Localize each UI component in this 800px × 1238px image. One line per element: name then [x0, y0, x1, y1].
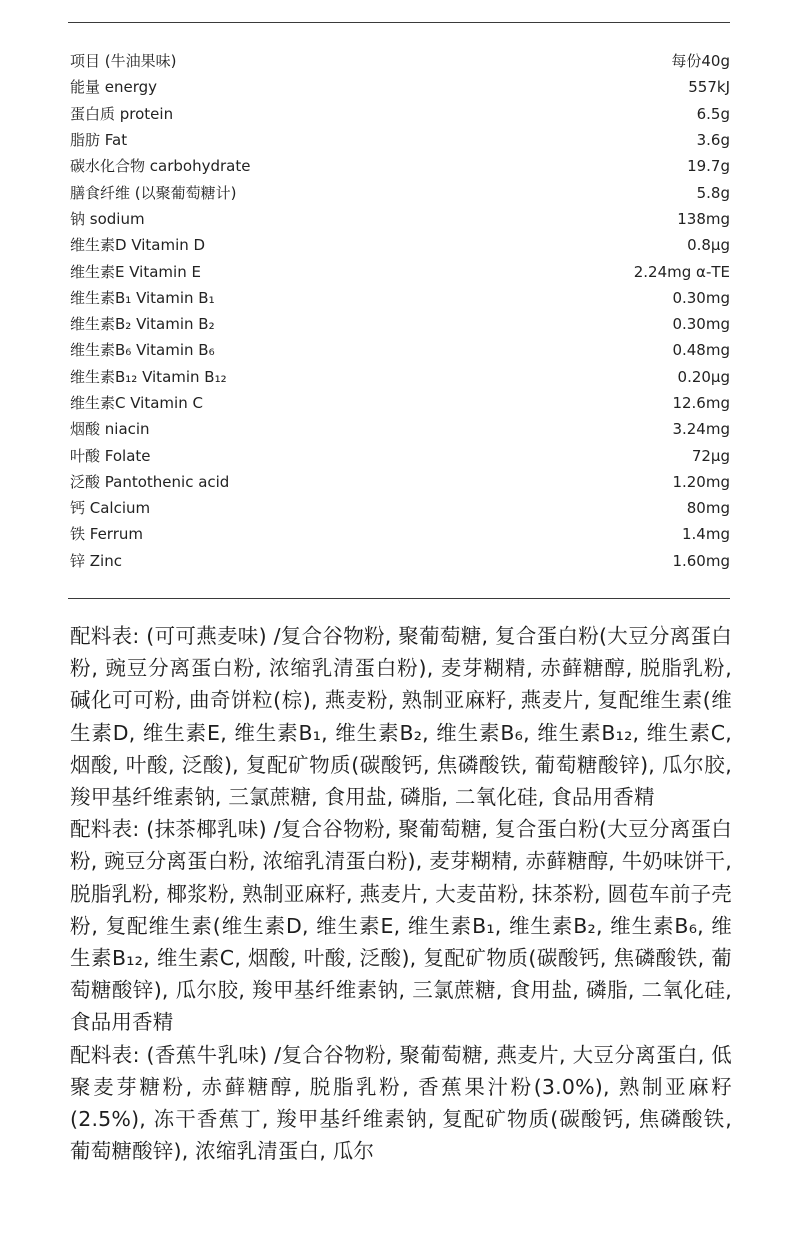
nutrient-label: 维生素C Vitamin C — [70, 394, 203, 412]
nutrient-label: 泛酸 Pantothenic acid — [70, 472, 230, 491]
nutrient-value: 0.30mg — [672, 315, 730, 334]
nutrient-label: 烟酸 niacin — [70, 420, 150, 439]
nutrient-label: 钠 sodium — [70, 209, 145, 228]
top-divider — [68, 22, 730, 23]
nutrient-label: 碳水化合物 carbohydrate — [70, 157, 251, 176]
nutrient-value: 0.48mg — [672, 341, 730, 360]
nutrient-value: 6.5g — [696, 104, 730, 123]
nutrient-label: 能量 energy — [70, 78, 158, 97]
nutrient-label: 项目 (牛油果味) — [70, 52, 177, 71]
nutrient-value: 3.6g — [696, 131, 730, 150]
nutrition-row — [70, 101, 730, 127]
nutrient-label: 维生素B₆ Vitamin B₆ — [70, 341, 215, 360]
nutrient-value: 557kJ — [688, 78, 730, 97]
nutrient-value: 138mg — [677, 209, 730, 228]
nutrition-row — [70, 153, 730, 179]
nutrition-row — [70, 127, 730, 153]
nutrient-value: 1.20mg — [672, 472, 730, 491]
nutrient-label: 维生素B₂ Vitamin B₂ — [70, 315, 215, 334]
nutrient-value: 3.24mg — [672, 420, 730, 439]
nutrition-row — [70, 206, 730, 232]
nutrient-label: 维生素D Vitamin D — [70, 236, 206, 255]
nutrition-row — [70, 364, 730, 390]
nutrient-label: 铁 Ferrum — [70, 525, 143, 544]
nutrition-row — [70, 232, 730, 258]
nutrition-row — [70, 258, 730, 284]
nutrition-row — [70, 48, 730, 74]
ingredients-section — [70, 620, 732, 1167]
nutrient-value: 19.7g — [687, 157, 730, 176]
nutrient-label: 蛋白质 protein — [70, 104, 174, 123]
ingredients-cocoa-oat: 配料表: (可可燕麦味) /复合谷物粉, 聚葡萄糖, 复合蛋白粉(大豆分离蛋白粉, 豌豆分离蛋白粉, 浓缩乳清蛋白粉), 麦芽糊精, 赤藓糖醇, 脱脂乳粉, 碱化可可粉, 曲奇饼粒(棕), 燕麦粉, 熟制亚麻籽, 燕麦片, 复配维生素(维生素D, 维生素E, 维生素B₁, 维生素B₂, 维生素B₆, 维生素B₁₂, 维生素C, 烟酸, 叶酸, 泛酸), 复配矿物质(碳酸钙, 焦磷酸铁, 葡萄糖酸锌), 瓜尔胶, 羧甲基纤维素钠, 三氯蔗糖, 食用盐, 磷脂, 二氧化硅, 食品用香精 — [70, 624, 732, 810]
nutrition-row — [70, 337, 730, 363]
section-divider — [68, 598, 730, 599]
nutrition-row — [70, 442, 730, 468]
nutrient-label: 维生素E Vitamin E — [70, 262, 201, 281]
nutrition-row — [70, 285, 730, 311]
nutrient-value: 12.6mg — [672, 394, 730, 412]
nutrient-value: 72μg — [691, 446, 730, 465]
nutrition-row — [70, 390, 730, 416]
nutrient-label: 叶酸 Folate — [70, 446, 151, 465]
nutrition-row — [70, 548, 730, 574]
nutrition-row — [70, 469, 730, 495]
nutrient-value: 1.4mg — [682, 525, 730, 544]
nutrition-table — [70, 48, 730, 574]
nutrition-row — [70, 416, 730, 442]
nutrient-label: 钙 Calcium — [70, 499, 151, 518]
nutrient-label: 维生素B₁₂ Vitamin B₁₂ — [70, 367, 227, 386]
ingredients-banana-milk: 配料表: (香蕉牛乳味) /复合谷物粉, 聚葡萄糖, 燕麦片, 大豆分离蛋白, 低聚麦芽糖粉, 赤藓糖醇, 脱脂乳粉, 香蕉果汁粉(3.0%), 熟制亚麻籽(2.5%), 冻干香蕉丁, 羧甲基纤维素钠, 复配矿物质(碳酸钙, 焦磷酸铁, 葡萄糖酸锌), 浓缩乳清蛋白, 瓜尔 — [70, 1042, 732, 1164]
nutrition-row — [70, 521, 730, 547]
nutrient-label: 维生素B₁ Vitamin B₁ — [70, 288, 215, 307]
nutrition-row — [70, 311, 730, 337]
nutrient-label: 脂肪 Fat — [70, 131, 128, 150]
nutrient-value: 80mg — [686, 499, 730, 518]
nutrient-value: 5.8g — [696, 183, 730, 202]
nutrition-row — [70, 74, 730, 100]
nutrient-value: 0.20μg — [677, 367, 730, 386]
nutrient-value: 每份40g — [671, 52, 730, 71]
nutrition-row — [70, 179, 730, 205]
nutrition-row — [70, 495, 730, 521]
nutrient-label: 锌 Zinc — [70, 551, 122, 570]
nutrient-label: 膳食纤维 (以聚葡萄糖计) — [70, 183, 237, 202]
nutrient-value: 2.24mg α-TE — [633, 262, 730, 281]
nutrient-value: 0.8μg — [687, 236, 730, 255]
nutrient-value: 0.30mg — [672, 288, 730, 307]
nutrient-value: 1.60mg — [672, 551, 730, 570]
ingredients-matcha-coconut: 配料表: (抹茶椰乳味) /复合谷物粉, 聚葡萄糖, 复合蛋白粉(大豆分离蛋白粉, 豌豆分离蛋白粉, 浓缩乳清蛋白粉), 麦芽糊精, 赤藓糖醇, 牛奶味饼干, 脱脂乳粉, 椰浆粉, 熟制亚麻籽, 燕麦片, 大麦苗粉, 抹茶粉, 圆苞车前子壳粉, 复配维生素(维生素D, 维生素E, 维生素B₁, 维生素B₂, 维生素B₆, 维生素B₁₂, 维生素C, 烟酸, 叶酸, 泛酸), 复配矿物质(碳酸钙, 焦磷酸铁, 葡萄糖酸锌), 瓜尔胶, 羧甲基纤维素钠, 三氯蔗糖, 食用盐, 磷脂, 二氧化硅, 食品用香精 — [70, 817, 732, 1035]
